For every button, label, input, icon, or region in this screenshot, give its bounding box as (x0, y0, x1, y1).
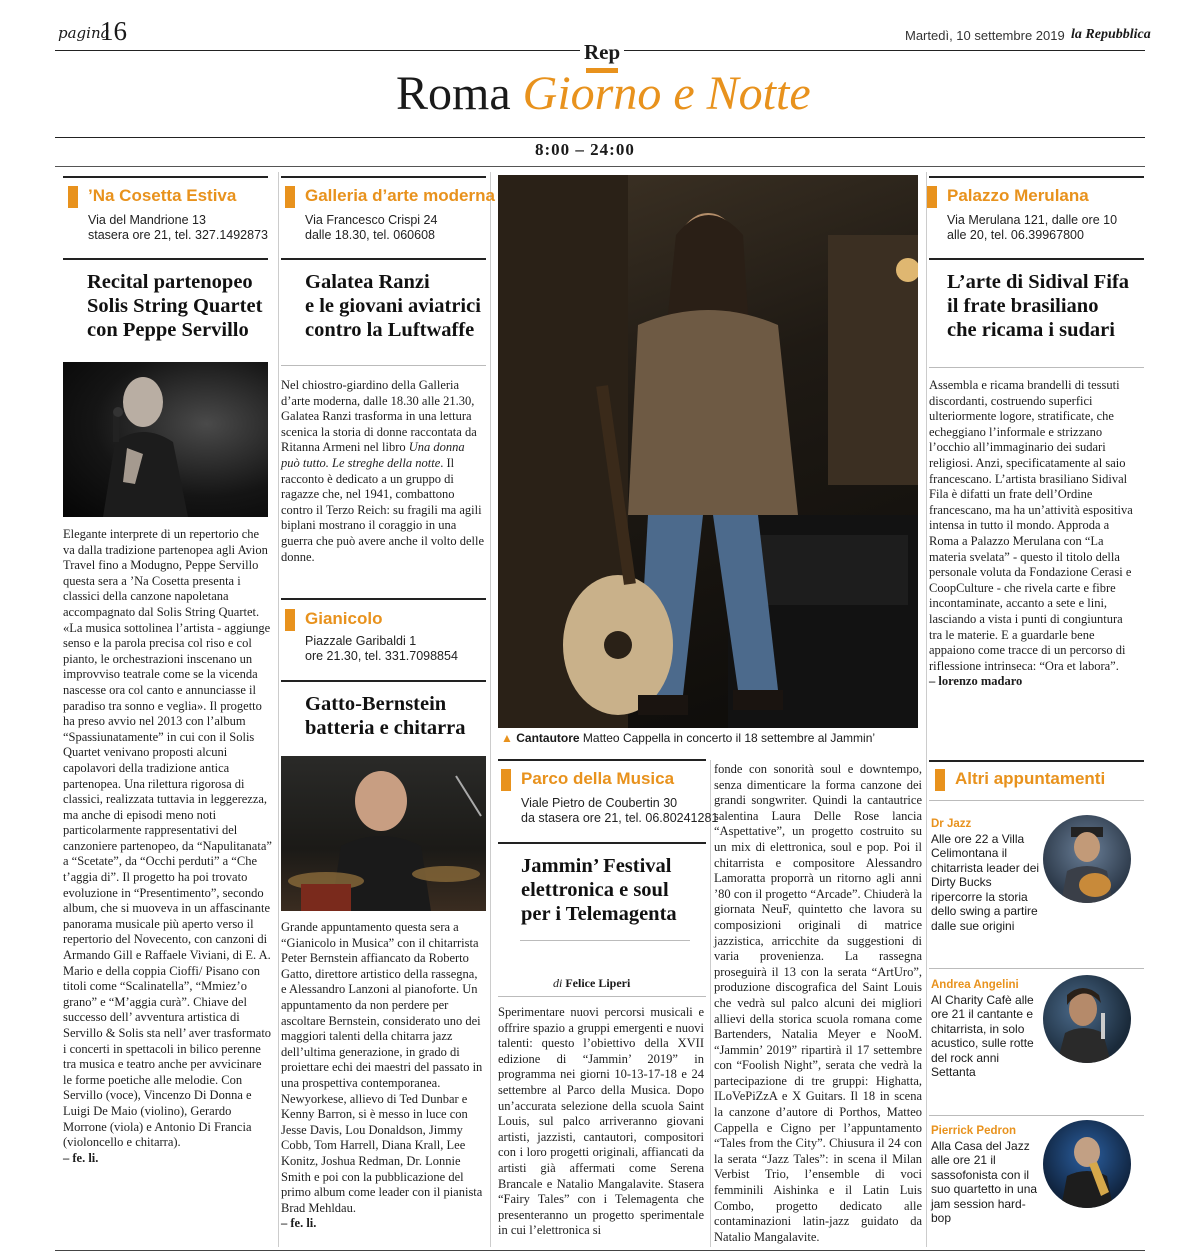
byline-di: di (553, 976, 563, 990)
venue-address (305, 213, 437, 243)
altri-separator (929, 1115, 1144, 1116)
title-roma: Roma (396, 67, 511, 120)
section-rule (929, 367, 1144, 368)
photo-caption (501, 731, 875, 746)
article-body (63, 527, 273, 1166)
address-line: Via Francesco Crispi 24 (305, 213, 438, 227)
venue-title-text: Galleria d’arte moderna (305, 186, 495, 205)
altri-title-text: Altri appuntamenti (955, 769, 1106, 788)
article-signature: – lorenzo madaro (929, 674, 1023, 689)
headline-line: L’arte di Sidival Fifa (947, 271, 1130, 293)
article-headline (498, 842, 706, 926)
article-text (281, 378, 486, 565)
article-signature: – fe. li. (281, 1216, 317, 1231)
article-headline (281, 680, 486, 740)
byline-name: Felice Liperi (565, 976, 631, 990)
guitarist-illustration (498, 175, 918, 728)
byline-rule (498, 996, 706, 997)
time-line: da stasera ore 21, tel. 06.80241281 (521, 811, 719, 825)
title-e: e (673, 67, 695, 120)
venue-title-text: Gianicolo (305, 609, 383, 628)
guitarist-avatar (1043, 815, 1131, 903)
venue-title (305, 609, 382, 629)
headline-line: e le giovani aviatrici (305, 295, 481, 317)
venue-title (305, 186, 495, 206)
venue-box (498, 759, 706, 761)
page-title (396, 66, 811, 122)
address-line: Viale Pietro de Coubertin 30 (521, 796, 678, 810)
time-line: dalle 18.30, tel. 060608 (305, 228, 435, 242)
venue-title (947, 186, 1089, 206)
article-text: Sperimentare nuovi percorsi musicali e offrire spazio a gruppi emergenti e nuovi talenti: questo l’obiettivo della XVII edizione di “Jammin’ 2019” in programma nei giorni 10-13-17-18 e 24 settembre al Parco della Musica. Dopo un’accurata selezione della scuola Saint Louis, sul palco arriveranno giovani artisti, jazzisti, cantautori, compositori con i loro progetti originali, affiancati da artisti già affermati come Serena Brancale e Natalio Mangalavite. Stasera “Fairy Tales” con i Telemagenta che presenteranno un progetto sperimentale in cui l’elettronica si (498, 1005, 704, 1238)
altri-item-name: Andrea Angelini (931, 979, 1019, 991)
newspaper-name: la Repubblica (1071, 27, 1151, 42)
altri-marker (935, 769, 945, 791)
headline-line: il frate brasiliano (947, 295, 1099, 317)
caption-triangle-icon: ▲ (501, 731, 513, 745)
venue-marker (501, 769, 511, 791)
headline-line: che ricama i sudari (947, 319, 1115, 341)
altri-item-text: Alla Casa del Jazz alle ore 21 il sassofonista con il suo quartetto in una jam session hard-bop (931, 1138, 1038, 1225)
caption-text: Matteo Cappella in concerto il 18 settembre al Jammin’ (582, 731, 876, 745)
venue-box (929, 176, 1144, 178)
venue-marker (927, 186, 937, 208)
headline-line: contro la Luftwaffe (305, 319, 475, 341)
section-badge: Rep (580, 40, 624, 65)
column-divider (278, 172, 279, 1247)
headline-line: elettronica e soul (521, 879, 669, 901)
angelini-photo (1043, 975, 1131, 1063)
headline-line: Recital partenopeo (87, 271, 253, 293)
title-giorno: Giorno (522, 67, 662, 120)
text-run: Nel chiostro-giardino della Galleria d’arte moderna, dalle 18.30 alle 21.30, Galatea Ranzi trasforma in una lettura scenica la storia di donne raccontata da Ritanna Armeni nel libro (281, 378, 477, 455)
gatto-photo (281, 756, 486, 911)
article-body (281, 378, 486, 565)
venue-title-text: Parco della Musica (521, 769, 675, 788)
caption-label: Cantautore (516, 731, 580, 745)
article-body (929, 378, 1139, 690)
venue-box (281, 176, 486, 178)
headline-line: per i Telemagenta (521, 903, 677, 925)
address-line: Via del Mandrione 13 (88, 213, 206, 227)
time-line: ore 21.30, tel. 331.7098854 (305, 649, 458, 663)
byline (553, 976, 630, 991)
text-run: . Il racconto è dedicato a un gruppo di ragazze che, nel 1941, combattono contro il Terzo Reich: su fragili ma agili biplani mostrano il coraggio in una guerra che può avere anche il volto delle donne. (281, 455, 485, 564)
bottom-rule (55, 1250, 1145, 1251)
venue-title (521, 769, 674, 789)
article-text: Elegante interprete di un repertorio che va dalla tradizione partenopea agli Avion Travel fino a Modugno, Peppe Servillo questa sera a ’Na Cosetta presenta i classici della canzone napoletana accompagnato dal Solis String Quartet. «La musica sottolinea l’artista - aggiunge senso e la parola precisa col riso e col pianto, le orchestrazioni inscenano un improvviso teatrale come se la vicenda nascesse ora col canto e annunciasse il paradiso tra sonno e veglia». Il progetto ha preso avvio nel 2013 con l’album “Spassiunatamente” in cui con il Solis Quartet venivano proposti alcuni capolavori della tradizione antica partenopea. Una rilettura rigorosa di classici, realizzata tuttavia in leggerezza, ma anche di episodi meno noti particolarmente rappresentativi del canzoniere partenopeo, da “Napulitanata” a “Scetate”, da “Occhi perduti” a “Che t’aggia di”. Il progetto ha poi trovato evoluzione in “Presentimento”, secondo album, che si muoveva in un affascinante panorama musicale più aperto verso il repertorio del Novecento, con canzoni di Armando Gill e Raffaele Viviani, di E. A. Mario e della coppia Cioffi/ Pisano con titoli come “Scalinatella”, “Mmiez’o grano” e “M’aggia curà”. Chiave del successo dell’ avventura artistica di Servillo & Solis sta nell’ aver trasformato i concerti in spettacoli in bilico perenne tra musica e teatro anche per avvicinare le forme poetiche alle melodie. Con Servillo (voce), Vincenzo Di Donna e Luigi De Maio (violino), Gerardo Morrone (viola) e Antonio Di Francia (violoncello e chitarra). (63, 527, 272, 1150)
venue-marker (285, 609, 295, 631)
time-line: alle 20, tel. 06.39967800 (947, 228, 1084, 242)
altri-item (931, 1124, 1041, 1226)
column-divider (710, 760, 711, 1247)
page-label-text: pagina (58, 24, 110, 42)
column-divider (490, 172, 491, 1247)
singer-avatar (1043, 975, 1131, 1063)
altri-title (955, 769, 1105, 789)
headline-line: Jammin’ Festival (521, 855, 672, 877)
headline-line: batteria e chitarra (305, 717, 466, 739)
time-line: stasera ore 21, tel. 327.1492873 (88, 228, 268, 242)
article-headline (281, 258, 486, 342)
hours-label: 8:00 – 24:00 (535, 140, 635, 159)
article-signature: – fe. li. (63, 1150, 99, 1165)
pedron-photo (1043, 1120, 1131, 1208)
altri-separator (929, 968, 1144, 969)
dr-jazz-photo (1043, 815, 1131, 903)
altri-item (931, 817, 1041, 933)
article-headline (63, 258, 268, 342)
altri-item (931, 978, 1041, 1080)
article-body (498, 1005, 704, 1239)
altri-item-text: Alle ore 22 a Villa Celimontana il chitarrista leader dei Dirty Bucks ripercorre la storia dello swing a partire dalle sue origini (931, 831, 1040, 933)
title-notte: Notte (706, 67, 811, 120)
saxophonist-avatar (1043, 1120, 1131, 1208)
drummer-illustration (281, 756, 486, 911)
servillo-photo (63, 362, 268, 517)
altri-box (929, 760, 1144, 762)
venue-title-text: ’Na Cosetta Estiva (88, 186, 237, 205)
article-body-continued (714, 762, 922, 1245)
address-line: Piazzale Garibaldi 1 (305, 634, 417, 648)
venue-address (947, 213, 1117, 243)
venue-address (88, 213, 268, 243)
book-title: Una donna può tutto. Le streghe della notte (281, 440, 465, 470)
cappella-photo (498, 175, 918, 728)
address-line: Via Merulana 121, dalle ore 10 (947, 213, 1118, 227)
singer-silhouette (63, 362, 268, 517)
headline-line: con Peppe Servillo (87, 319, 249, 341)
venue-box (281, 598, 486, 600)
title-rule (55, 137, 1145, 138)
article-body (281, 920, 486, 1232)
hours-rule (55, 166, 1145, 167)
venue-title (88, 186, 236, 206)
altri-item-name: Dr Jazz (931, 818, 972, 830)
venue-marker (68, 186, 78, 208)
article-headline (929, 258, 1144, 342)
venue-address (305, 634, 458, 664)
byline-rule (520, 940, 690, 941)
altri-item-text: Al Charity Cafè alle ore 21 il cantante e chitarrista, in solo acustico, sulle rotte del rock anni Settanta (931, 992, 1034, 1079)
venue-marker (285, 186, 295, 208)
section-rule (281, 365, 486, 366)
article-text: fonde con sonorità soul e downtempo, senza dimenticare la forma canzone dei grandi songwriter. Quindi la cantautrice salentina Laura Delle Rose lancia “Aspettative”, un progetto costruito su un mix di elettronica, soul e pop. Poi il chitarrista e compositore Alessandro Lamoratta proporrà un ritorno agli anni ’80 con il progetto “Arcade”. Chiuderà la giornata NeuF, quintetto che lavora su composizioni originali di matrice jazzistica, arricchite da suggestioni di varia provenienza. La rassegna proseguirà il 13 con la serata “ArtUro”, produzione discografica del Saint Louis che vedrà sul palco alcuni dei migliori allievi della storica scuola romana come Bartenders, Natalia Meyer e NooM. “Jammin’ 2019” ripartirà il 17 settembre con “Foolish Night”, serata che vedrà la partecipazione di tre gruppi: Highatta, ILoVePiZzA e X Guitars. Il 18 in scena la canzone d’autore di Porthos, Matteo Cappella e Cigno per l’appuntamento “Tales from the City”. Chiusura il 24 con la serata “Jazz Tales”: in scena il Milan Verbist Trio, l’ensemble di voci femminili Aishinka e il Latin Luis Combo, progetto dedicato alle contaminazioni latin-jazz guidato da Natalio Mangalavite. (714, 762, 922, 1244)
page-number: 16 (100, 16, 127, 46)
venue-address (521, 796, 718, 826)
headline-line: Gatto-Bernstein (305, 693, 447, 715)
headline-line: Galatea Ranzi (305, 271, 430, 293)
issue-date: Martedì, 10 settembre 2019 (905, 28, 1065, 43)
article-text: Assembla e ricama brandelli di tessuti discordanti, costruendo superfici ulteriormente logore, stratificate, che echeggiano l’informale e strizzano l’occhio all’immaginario dei sudari religiosi. Anzi, specificatamente al saio francescano. L’artista brasiliano Sidival Fila è difatti un frate dell’Ordine francescano, ma ha un’attività espositiva intensa in tutto il mondo. Approda a Roma a Palazzo Merulana con “La materia svelata” - questo il titolo della personale voluta da Fondazione Cerasi e CoopCulture - che rivela carte e fibre incontaminate, accanto a sete e lini, lasciando a vista i punti di congiuntura tra le materie. E a guardarle bene appaiono come tracce di un percorso di riflessione intrinseca: “Ora et labora”. (929, 378, 1133, 673)
headline-line: Solis String Quartet (87, 295, 263, 317)
venue-box (63, 176, 268, 178)
altri-item-name: Pierrick Pedron (931, 1125, 1017, 1137)
column-divider (926, 172, 927, 1247)
venue-title-text: Palazzo Merulana (947, 186, 1089, 205)
altri-rule (929, 800, 1144, 801)
article-text: Grande appuntamento questa sera a “Gianicolo in Musica” con il chitarrista Peter Bernstein affiancato da Roberto Gatto, direttore artistico della rassegna, e Alessandro Lanzoni al pianoforte. Un appuntamento da non perdere per ascoltare Bernstein, considerato uno dei maggiori talenti della chitarra jazz dell’ultima generazione, in grado di proiettare echi dei maestri del passato in una prospettiva contemporanea. Newyorkese, allievo di Ted Dunbar e Kenny Barron, si è messo in luce con Jesse Davis, Lou Donaldson, Jimmy Cobb, Tom Harrell, Diana Krall, Lee Konitz, Joshua Redman, Dr. Lonnie Smith e poi con la pubblicazione del primo album come leader con il pianista Brad Mehldau. (281, 920, 483, 1215)
